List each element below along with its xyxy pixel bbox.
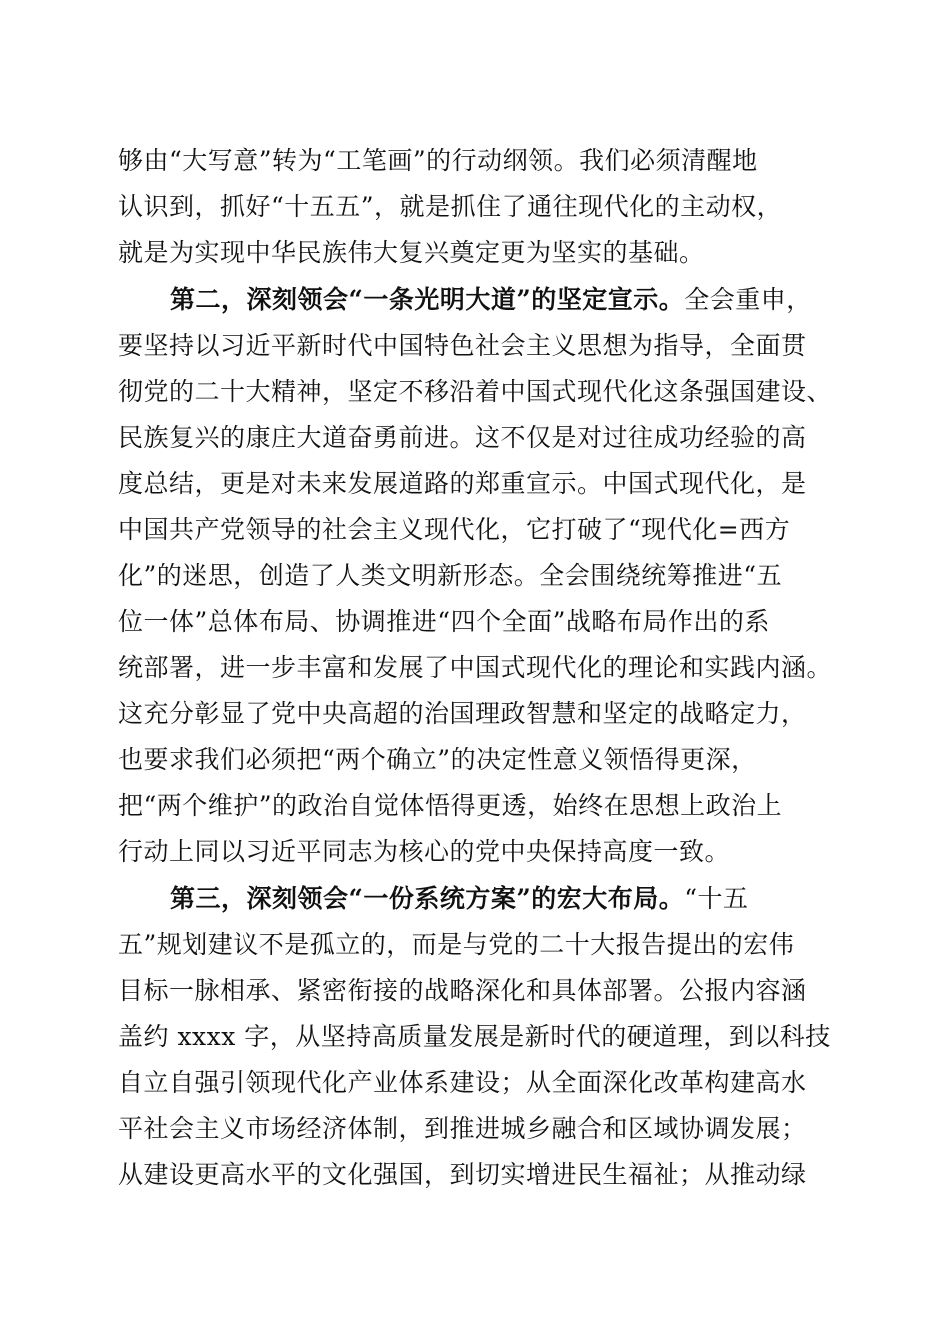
body-line: 盖约 xxxx 字，从坚持高质量发展是新时代的硬道理，到以科技 — [118, 1022, 831, 1051]
body-line: 平社会主义市场经济体制，到推进城乡融合和区域协调发展； — [118, 1114, 807, 1143]
body-line: 就是为实现中华民族伟大复兴奠定更为坚实的基础。 — [118, 238, 705, 267]
body-line: 从建设更高水平的文化强国，到切实增进民生福祉；从推动绿 — [118, 1160, 807, 1189]
body-text: 全会重申， — [684, 285, 812, 314]
body-line: 度总结，更是对未来发展道路的郑重宣示。中国式现代化，是 — [118, 469, 807, 498]
body-line: 要坚持以习近平新时代中国特色社会主义思想为指导，全面贯 — [118, 331, 807, 360]
section-three-heading: 第三，深刻领会“一份系统方案”的宏大布局。 — [170, 884, 685, 913]
body-line: 位一体”总体布局、协调推进“四个全面”战略布局作出的系 — [118, 607, 770, 636]
body-line: 彻党的二十大精神，坚定不移沿着中国式现代化这条强国建设、 — [118, 377, 833, 406]
body-line: 民族复兴的康庄大道奋勇前进。这不仅是对过往成功经验的高 — [118, 423, 807, 452]
body-line: 把“两个维护”的政治自觉体悟得更透，始终在思想上政治上 — [118, 791, 783, 820]
body-line: 自立自强引领现代化产业体系建设；从全面深化改革构建高水 — [118, 1068, 807, 1097]
body-line: 也要求我们必须把“两个确立”的决定性意义领悟得更深， — [118, 745, 757, 774]
body-line: 中国共产党领导的社会主义现代化，它打破了“现代化=西方 — [118, 515, 791, 544]
body-line: 目标一脉相承、紧密衔接的战略深化和具体部署。公报内容涵 — [118, 976, 807, 1005]
body-line: 化”的迷思，创造了人类文明新形态。全会围绕统筹推进“五 — [118, 561, 783, 590]
body-text: “十五 — [684, 884, 749, 913]
body-line: 认识到，抓好“十五五”，就是抓住了通往现代化的主动权， — [118, 192, 783, 221]
body-line: 行动上同以习近平同志为核心的党中央保持高度一致。 — [118, 837, 731, 866]
body-line: 这充分彰显了党中央高超的治国理政智慧和坚定的战略定力， — [118, 699, 807, 728]
body-line: 统部署，进一步丰富和发展了中国式现代化的理论和实践内涵。 — [118, 653, 833, 682]
body-line: 五”规划建议不是孤立的，而是与党的二十大报告提出的宏伟 — [118, 930, 795, 959]
section-three-line — [170, 880, 838, 918]
body-line: 够由“大写意”转为“工笔画”的行动纲领。我们必须清醒地 — [118, 146, 758, 175]
section-two-line — [170, 281, 838, 319]
section-two-heading: 第二，深刻领会“一条光明大道”的坚定宣示。 — [170, 285, 685, 314]
